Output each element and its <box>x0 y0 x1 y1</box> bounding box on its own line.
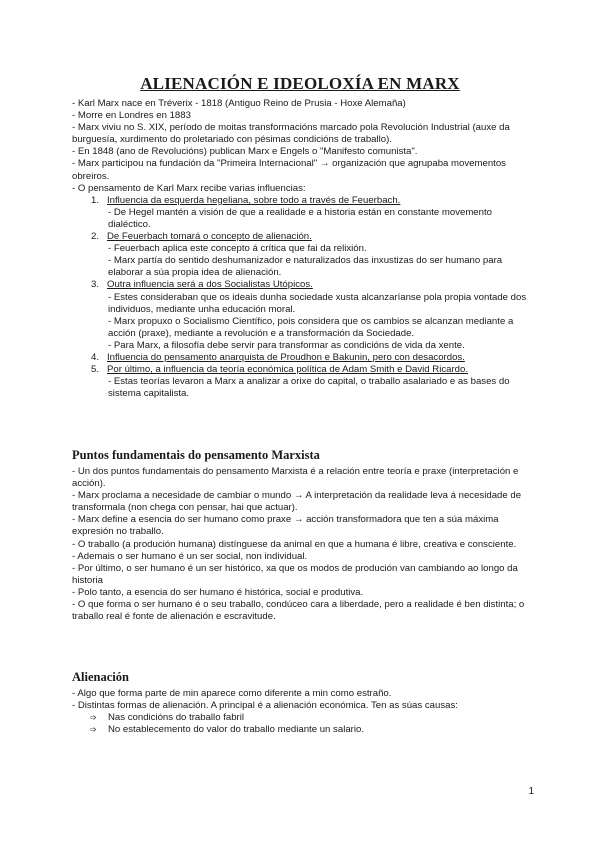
influence-label: Influencia da esquerda hegeliana, sobre todo a través de Feuerbach. <box>107 194 401 206</box>
influence-number: 5. <box>91 364 100 376</box>
influence-number: 4. <box>91 351 100 363</box>
influence-label: Influencia do pensamento anarquista de Proudhon e Bakunin, pero con desacordos. <box>107 351 465 363</box>
intro-line: - Marx participou na fundación da "Primeira Internacional" → organización que agrupaba movementos obreiros. <box>72 158 506 182</box>
influence-item <box>72 195 532 207</box>
influence-number: 3. <box>91 279 100 291</box>
intro-block <box>72 98 532 400</box>
section-alienacion-block <box>72 688 532 736</box>
arrow-bullet-icon: ➩ <box>90 713 97 723</box>
influence-item <box>72 231 532 243</box>
alienacion-line: - Distintas formas de alienación. A principal é a alienación económica. Ten as súas causas: <box>72 700 458 712</box>
puntos-line: - Marx define a esencia do ser humano como praxe → acción transformadora que ten a súa máxima expresión no traballo. <box>72 514 499 538</box>
influence-item <box>72 352 532 364</box>
influence-detail: - Estas teorías levaron a Marx a analizar a orixe do capital, o traballo asalariado e as bases do sistema capitalista. <box>108 376 510 400</box>
page-title: ALIENACIÓN E IDEOLOXÍA EN MARX <box>140 74 460 93</box>
puntos-line: - Un dos puntos fundamentais do pensamento Marxista é a relación entre teoría e praxe (interpretación e acción). <box>72 466 519 490</box>
puntos-line: - O traballo (a produción humana) distínguese da animal en que a humana é libre, creativa e consciente. <box>72 538 517 550</box>
influence-detail: - Marx propuxo o Socialismo Científico, pois considera que os cambios se alcanzan mediante a acción (praxe), mediante a revolución e a transformación da Sociedade. <box>108 315 514 339</box>
influence-list <box>72 195 532 401</box>
section-heading-puntos: Puntos fundamentais do pensamento Marxista <box>72 448 320 462</box>
intro-line: - Marx viviu no S. XIX, período de moitas transformacións marcado pola Revolución Industrial (auxe da burguesía, xurdimento do proletariado con pésimas condicións de traballo). <box>72 122 510 146</box>
influence-detail: - Feuerbach aplica este concepto á crítica que fai da relixión. <box>108 243 367 255</box>
cause-label: No establecemento do valor do traballo mediante un salario. <box>108 724 364 736</box>
influence-item <box>72 279 532 291</box>
intro-line: - O pensamento de Karl Marx recibe varias influencias: <box>72 182 306 194</box>
influence-detail: - Marx partía do sentido deshumanizador e naturalizados das inxustizas do ser humano para elaborar a súa propia idea de alienación. <box>108 255 503 279</box>
cause-item <box>72 724 532 736</box>
influence-label: De Feuerbach tomará o concepto de alienación. <box>107 231 312 243</box>
intro-line: - Karl Marx nace en Tréverix - 1818 (Antiguo Reino de Prusia - Hoxe Alemaña) <box>72 98 406 109</box>
cause-item <box>72 712 532 724</box>
influence-number: 1. <box>91 194 100 206</box>
influence-detail: - De Hegel mantén a visión de que a realidade e a historia están en constante movemento dialéctico. <box>108 206 492 230</box>
alienacion-line: - Algo que forma parte de min aparece como diferente a min como estraño. <box>72 688 392 699</box>
intro-line: - En 1848 (ano de Revolucións) publican Marx e Engels o "Manifesto comunista". <box>72 146 418 158</box>
puntos-line: - Ademais o ser humano é un ser social, non individual. <box>72 550 308 562</box>
influence-label: Por último, a influencia da teoría económica política de Adam Smith e David Ricardo. <box>107 364 469 376</box>
intro-line: - Morre en Londres en 1883 <box>72 110 191 122</box>
puntos-line: - Polo tanto, a esencia do ser humano é histórica, social e produtiva. <box>72 586 364 598</box>
page-number: 1 <box>528 786 534 797</box>
puntos-line: - Por último, o ser humano é un ser histórico, xa que os modos de produción van cambiando ao longo da historia <box>72 562 518 586</box>
puntos-line: - O que forma o ser humano é o seu traballo, condúceo cara a liberdade, pero a realidade é ben distinta; o traballo real é fonte de alienación e escravitude. <box>72 599 525 623</box>
influence-detail: - Para Marx, a filosofía debe servir para transformar as condicións de vida da xente. <box>108 339 465 351</box>
section-heading-alienacion: Alienación <box>72 670 129 684</box>
influence-item <box>72 364 532 376</box>
section-puntos-block <box>72 466 532 623</box>
arrow-bullet-icon: ➩ <box>90 725 97 735</box>
cause-label: Nas condicións do traballo fabril <box>108 712 244 724</box>
influence-number: 2. <box>91 231 100 243</box>
influence-label: Outra influencia será a dos Socialistas Utópicos. <box>107 279 313 291</box>
influence-detail: - Estes consideraban que os ideais dunha sociedade xusta alcanzaríanse pola propia vontade dos individuos, mediante unha educación moral. <box>108 291 527 315</box>
puntos-line: - Marx proclama a necesidade de cambiar o mundo → A interpretación da realidade leva á necesidade de transformala (non chega con pensar, hai que actuar). <box>72 490 522 514</box>
